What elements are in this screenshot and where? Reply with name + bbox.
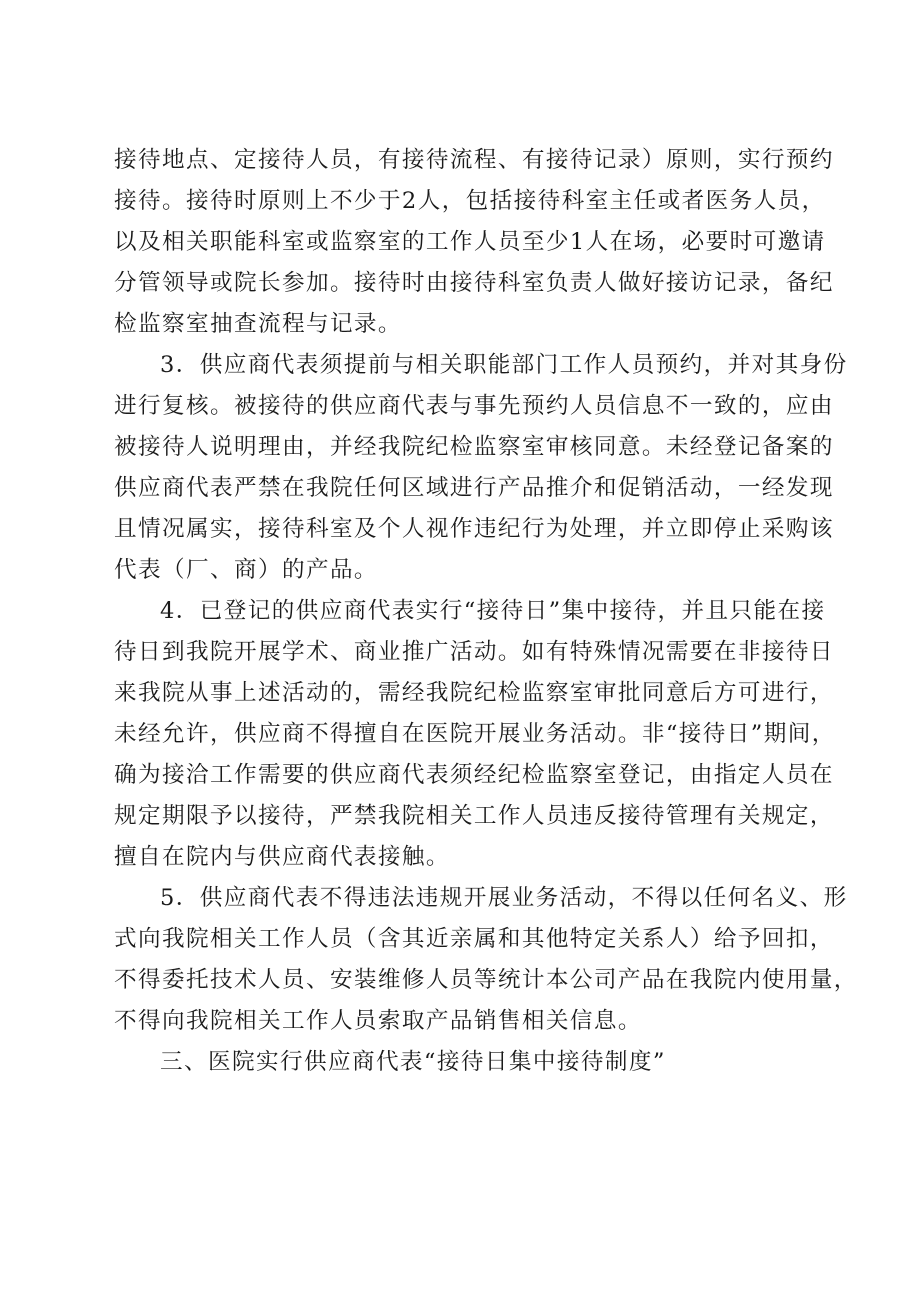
- text-line: 式向我院相关工作人员（含其近亲属和其他特定关系人）给予回扣，: [114, 926, 834, 952]
- paragraph-item-5: [114, 878, 858, 1042]
- section-heading-text: 三、医院实行供应商代表“接待日集中接待制度”: [160, 1049, 666, 1075]
- text-line: 供应商代表严禁在我院任何区域进行产品推介和促销活动，一经发现: [114, 475, 834, 501]
- paragraph-item-3: [114, 345, 848, 591]
- section-heading-3: [114, 1042, 814, 1083]
- text-line: 未经允许，供应商不得擅自在医院开展业务活动。非“接待日”期间，: [114, 721, 836, 747]
- text-line: 确为接洽工作需要的供应商代表须经纪检监察室登记，由指定人员在: [114, 762, 834, 788]
- text-line: 以及相关职能科室或监察室的工作人员至少1人在场，必要时可邀请: [114, 229, 826, 255]
- text-line: 被接待人说明理由，并经我院纪检监察室审核同意。未经登记备案的: [114, 434, 834, 460]
- text-line: 规定期限予以接待，严禁我院相关工作人员违反接待管理有关规定，: [114, 803, 834, 829]
- text-line: 分管领导或院长参加。接待时由接待科室负责人做好接访记录，备纪: [114, 270, 834, 296]
- text-line: 进行复核。被接待的供应商代表与事先预约人员信息不一致的，应由: [114, 393, 834, 419]
- paragraph-item-4: [114, 591, 836, 878]
- text-line: 且情况属实，接待科室及个人视作违纪行为处理，并立即停止采购该: [114, 516, 834, 542]
- text-line: 接待地点、定接待人员，有接待流程、有接待记录）原则，实行预约: [114, 147, 834, 173]
- text-line: 代表（厂、商）的产品。: [114, 557, 378, 583]
- text-line: 不得委托技术人员、安装维修人员等统计本公司产品在我院内使用量，: [114, 967, 858, 993]
- text-line: 来我院从事上述活动的，需经我院纪检监察室审批同意后方可进行，: [114, 680, 834, 706]
- text-line: 不得向我院相关工作人员索取产品销售相关信息。: [114, 1008, 642, 1034]
- text-line: 擅自在院内与供应商代表接触。: [114, 844, 450, 870]
- paragraph-reception-principles: [114, 140, 834, 345]
- text-line: 接待。接待时原则上不少于2人，包括接待科室主任或者医务人员，: [114, 188, 826, 214]
- text-line: 3．供应商代表须提前与相关职能部门工作人员预约，并对其身份: [160, 352, 848, 378]
- text-line: 4．已登记的供应商代表实行“接待日”集中接待，并且只能在接: [160, 598, 826, 624]
- text-line: 5．供应商代表不得违法违规开展业务活动，不得以任何名义、形: [160, 885, 848, 911]
- text-line: 待日到我院开展学术、商业推广活动。如有特殊情况需要在非接待日: [114, 639, 834, 665]
- text-line: 检监察室抽查流程与记录。: [114, 311, 402, 337]
- document-body: [114, 140, 858, 1083]
